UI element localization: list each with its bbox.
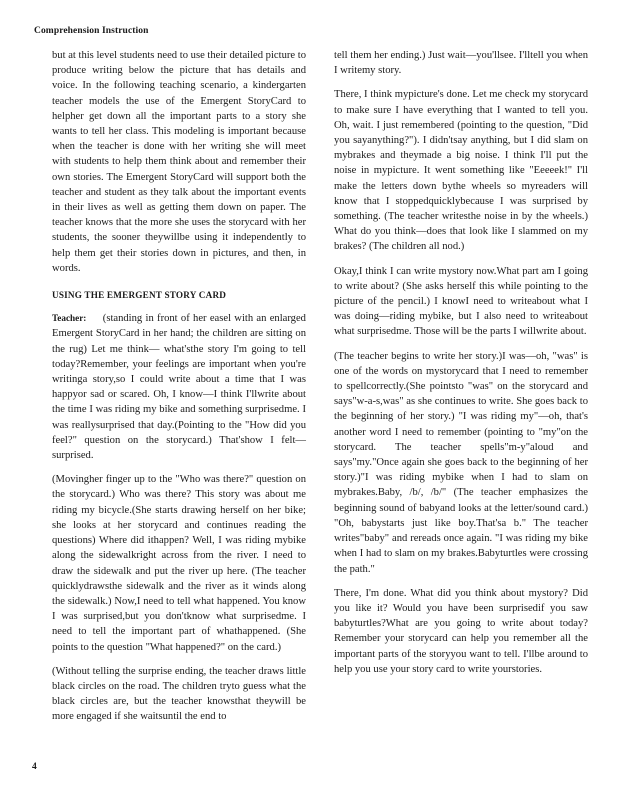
paragraph (52, 311, 306, 463)
paragraph: Okay,I think I can write mystory now.What part am I going to write about? (She asks herself this while pointing to the picture of the pencil.) I knowI need to writeabout what I was doing—riding mybike, but I also need to writeabout what surprisedme. Those will be the parts I willwrite about. (334, 265, 588, 338)
paragraph: (Without telling the surprise ending, the teacher draws little black circles on the road. The children tryto guess what the black circles are, but the teacher knowsthat theywill be more engaged if she waitsuntil the end to (52, 665, 306, 723)
left-column (52, 48, 306, 734)
page-number: 4 (32, 762, 37, 772)
paragraph: but at this level students need to use their detailed picture to produce writing below the picture that has details and voice. In the following teaching scenario, a kindergarten teacher models the use of the Emergent StoryCard to helpher get down all the important parts to a story she wants to tell her class. This modeling is important because when the teacher is done with her writing she will meet with students to help them think about and remember their own stories. The Emergent StoryCard will support both the teacher and student as they talk about the important events in their lives as well as getting them down on paper. The teacher knows that the more she uses the storycard with her students, the sooner theywillbe using it independently to help them get their stories down in pictures, and then, in words. (52, 50, 306, 274)
paragraph: (The teacher begins to write her story.)I was—oh, "was" is one of the words on mystorycard that I need to remember to spellcorrectly.(She pointsto "was" on the storycard and says"w-a-s,was" as she continues to write. She goes back to the beginning of her story.) "I was riding my"—oh, that's another word I need to remember (pointing to "my"on the storycard. The teacher spells"m-y"aloud and says"my."Once again she goes back to the beginning of her story.)"I was riding mybike when I had to slam on mybrakes.Baby, /b/, /b/" (The teacher emphasizes the beginning sound of babyand looks at the letter/sound card.) "Oh, babystarts just like boy.That'sa b." The teacher writes"baby" and rereads once again. "I was riding my bike when I had to slam on my brakes.Babyturtles were crossing the path." (334, 350, 588, 575)
speaker-label: Teacher: (52, 313, 87, 324)
right-column (334, 48, 588, 686)
paragraph-text: (standing in front of her easel with an enlarged Emergent StoryCard in her hand; the children are sitting on the rug) Let me think— what'sthe story I'm going to tell today?Remember, your feelings are important when you're writinga story,so I could write about a time that I was happyor sad or scared. Oh, I know—I think I'llwrite about the time I was riding my bike and something surprisedme. I was reallysurprised that day.(Pointing to the "How did you feel?" question on the storycard.) That'show I felt—surprised. (52, 313, 306, 462)
paragraph: There, I think mypicture's done. Let me check my storycard to make sure I have everything that I wanted to tell you. Oh, wait. I just remembered (pointing to the question, "Did you sayanything?"). I didn'tsay anything, but I did slam on mybrakes and theymade a big noise. I think I'll put the noise in mypicture. It went something like "Eeeeek!" I'll make the letters down bythe wheels so myreaders will know that I stoppedquicklybecause I was surprised by something. (The teacher writesthe noise in by the wheels.) What do you think—does that look like I slammed on my brakes? (The children all nod.) (334, 89, 588, 253)
paragraph: There, I'm done. What did you think about mystory? Did you like it? Would you have been surprisedif you saw babyturtles?What are you going to write about today?Remember your storycard can help you remember all the important parts of the storyyou want to tell. I'llbe around to help you use your story card to write yourstories. (334, 587, 588, 675)
paragraph: tell them her ending.) Just wait—you'llsee. I'lltell you when I writemy story. (334, 50, 588, 77)
running-head: Comprehension Instruction (34, 26, 149, 36)
section-heading: USING THE EMERGENT STORY CARD (52, 290, 227, 301)
paragraph: (Movingher finger up to the "Who was there?" question on the storycard.) Who was there? This story was about me riding my bicycle.(She starts drawing herself on her bike; she looks at her storycard and continues reading the questions) Where did ithappen? Well, I was riding mybike along the sidewalkright across from the river. I need to draw the sidewalk and put the river up here. (The teacher quicklydrawsthe sidewalk and the river as it winds along the sidewalk.) Now,I need to tell what happened. You know I was surprised,but you don'tknow what surprisedme. I need to tell the important part of whathappened. (She points to the question "What happened?" on the card.) (52, 474, 306, 653)
